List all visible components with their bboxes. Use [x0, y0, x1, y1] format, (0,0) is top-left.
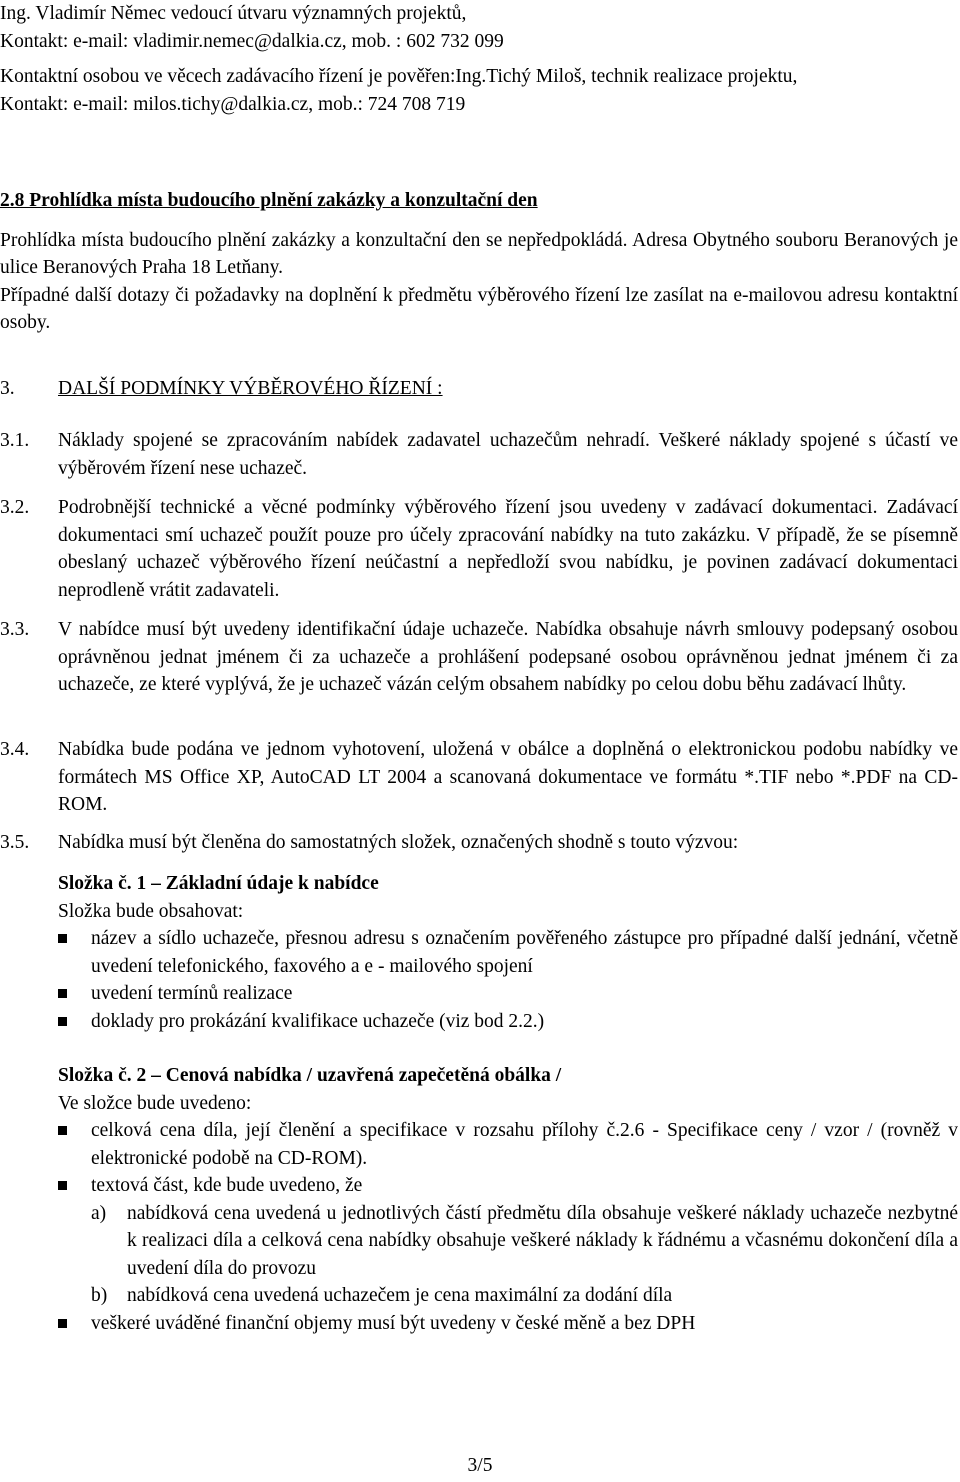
- bullet-square-icon: [58, 1181, 67, 1190]
- item-text: Nabídka bude podána ve jednom vyhotovení, uložená v obálce a doplněná o elektronickou podobu nabídky ve formátech MS Office XP, AutoCAD LT 2004 a scanovaná dokumentace ve formátu *.TIF nebo *.PDF na CD-ROM.: [58, 739, 958, 815]
- item-text: V nabídce musí být uvedeny identifikační údaje uchazeče. Nabídka obsahuje návrh smlouvy podepsaný osobou oprávněnou jednat jménem či za uchazeče a prohlášení podepsané osobou oprávněnou jednat jménem či za uchazeče, ze které vyplývá, že je uchazeč vázán celým obsahem nabídky po celou dobu běhu zadávací lhůty.: [58, 619, 958, 695]
- page-number: 3/5: [467, 1455, 493, 1476]
- bullet-square-icon: [58, 934, 67, 943]
- item-3-2: [0, 494, 958, 604]
- bullet-square-icon: [58, 1017, 67, 1026]
- sub-item-text: nabídková cena uvedená u jednotlivých částí předmětu díla obsahuje veškeré náklady uchazeče nezbytné k realizaci díla a celková cena nabídky obsahuje veškeré náklady k řádnému a včasnému dokončení díla a uvedení díla do provozu: [127, 1202, 958, 1279]
- contact-line-4: Kontakt: e-mail: milos.tichy@dalkia.cz, mob.: 724 708 719: [0, 93, 466, 115]
- section-2-8-heading: 2.8 Prohlídka místa budoucího plnění zakázky a konzultační den: [0, 190, 538, 211]
- item-number: 3.1.: [0, 430, 30, 451]
- folder-2: [0, 1062, 958, 1337]
- item-number: 3.2.: [0, 497, 30, 518]
- folder-1: [0, 870, 958, 1035]
- sub-item-label: a): [91, 1202, 107, 1224]
- item-text: Náklady spojené se zpracováním nabídek zadavatel uchazečům nehradí. Veškeré náklady spojené s účastí ve výběrovém řízení nese uchazeč.: [58, 430, 958, 479]
- item-3-3: [0, 616, 958, 699]
- folder-2-list: [0, 1117, 958, 1337]
- bullet-square-icon: [58, 1319, 67, 1328]
- sub-item-b: [0, 1282, 958, 1310]
- list-item: uvedení termínů realizace: [0, 980, 958, 1008]
- list-item: celková cena díla, její členění a specifikace v rozsahu přílohy č.2.6 - Specifikace ceny / vzor / (rovněž v elektronické podobě na CD-ROM).: [0, 1117, 958, 1172]
- section-2-8-para-2: Případné další dotazy či požadavky na doplnění k předmětu výběrového řízení lze zasílat na e-mailovou adresu kontaktní osoby.: [0, 284, 958, 333]
- item-text: Podrobnější technické a věcné podmínky výběrového řízení jsou uvedeny v zadávací dokumentaci. Zadávací dokumentaci smí uchazeč použít pouze pro účely zpracování nabídky na tuto zakázku. V případě, že se písemně obeslaný uchazeč výběrového řízení neúčastní a nepředloží svou nabídku, je povinen zadávací dokumentaci neprodleně vrátit zadavateli.: [58, 497, 958, 601]
- contact-line-1: Ing. Vladimír Němec vedoucí útvaru významných projektů,: [0, 3, 467, 24]
- contact-line-3: Kontaktní osobou ve věcech zadávacího řízení je pověřen:Ing.Tichý Miloš, technik realizace projektu,: [0, 66, 798, 87]
- item-number: 3.3.: [0, 619, 30, 640]
- folder-1-list: [0, 925, 958, 1035]
- item-3-4: [0, 736, 958, 819]
- bullet-square-icon: [58, 1126, 67, 1135]
- list-item: veškeré uváděné finanční objemy musí být uvedeny v české měně a bez DPH: [0, 1310, 958, 1338]
- section-3-number: 3.: [0, 378, 15, 399]
- section-2-8: [0, 187, 958, 337]
- list-item: textová část, kde bude uvedeno, že a) nabídková cena uvedená u jednotlivých částí předmětu díla obsahuje veškeré náklady uchazeče nezbytné k realizaci díla a celková cena nabídky obsahuje veškeré náklady k řádnému a včasnému dokončení díla a uvedení díla do provozu b) nabídková cena uvedená uchazečem je cena maximální za dodání díla: [0, 1172, 958, 1310]
- folder-1-intro: Složka bude obsahovat:: [58, 900, 244, 922]
- bullet-square-icon: [58, 989, 67, 998]
- folder-2-title: Složka č. 2 – Cenová nabídka / uzavřená zapečetěná obálka /: [58, 1065, 562, 1086]
- contact-block: [0, 0, 958, 118]
- section-3-title: DALŠÍ PODMÍNKY VÝBĚROVÉHO ŘÍZENÍ :: [58, 378, 443, 399]
- list-item: název a sídlo uchazeče, přesnou adresu s označením pověřeného zástupce pro případné další jednání, včetně uvedení telefonického, faxového a e - mailového spojení: [0, 925, 958, 980]
- item-number: 3.4.: [0, 739, 30, 760]
- sub-item-text: nabídková cena uvedená uchazečem je cena maximální za dodání díla: [127, 1285, 673, 1306]
- item-text: Nabídka musí být členěna do samostatných složek, označených shodně s touto výzvou:: [58, 832, 739, 853]
- folder-2-intro: Ve složce bude uvedeno:: [58, 1092, 252, 1114]
- folder-1-title: Složka č. 1 – Základní údaje k nabídce: [58, 873, 379, 894]
- item-number: 3.5.: [0, 832, 30, 853]
- list-item: doklady pro prokázání kvalifikace uchazeče (viz bod 2.2.): [0, 1008, 958, 1036]
- item-3-1: [0, 427, 958, 482]
- section-2-8-para-1: Prohlídka místa budoucího plnění zakázky a konzultační den se nepředpokládá. Adresa Obytného souboru Beranových je ulice Beranových Praha 18 Letňany.: [0, 229, 958, 278]
- sub-item-label: b): [91, 1285, 108, 1306]
- sub-item-a: [0, 1200, 958, 1283]
- item-3-5: [0, 829, 958, 857]
- section-3-heading: [0, 375, 958, 403]
- contact-line-2: Kontakt: e-mail: vladimir.nemec@dalkia.cz, mob. : 602 732 099: [0, 30, 504, 52]
